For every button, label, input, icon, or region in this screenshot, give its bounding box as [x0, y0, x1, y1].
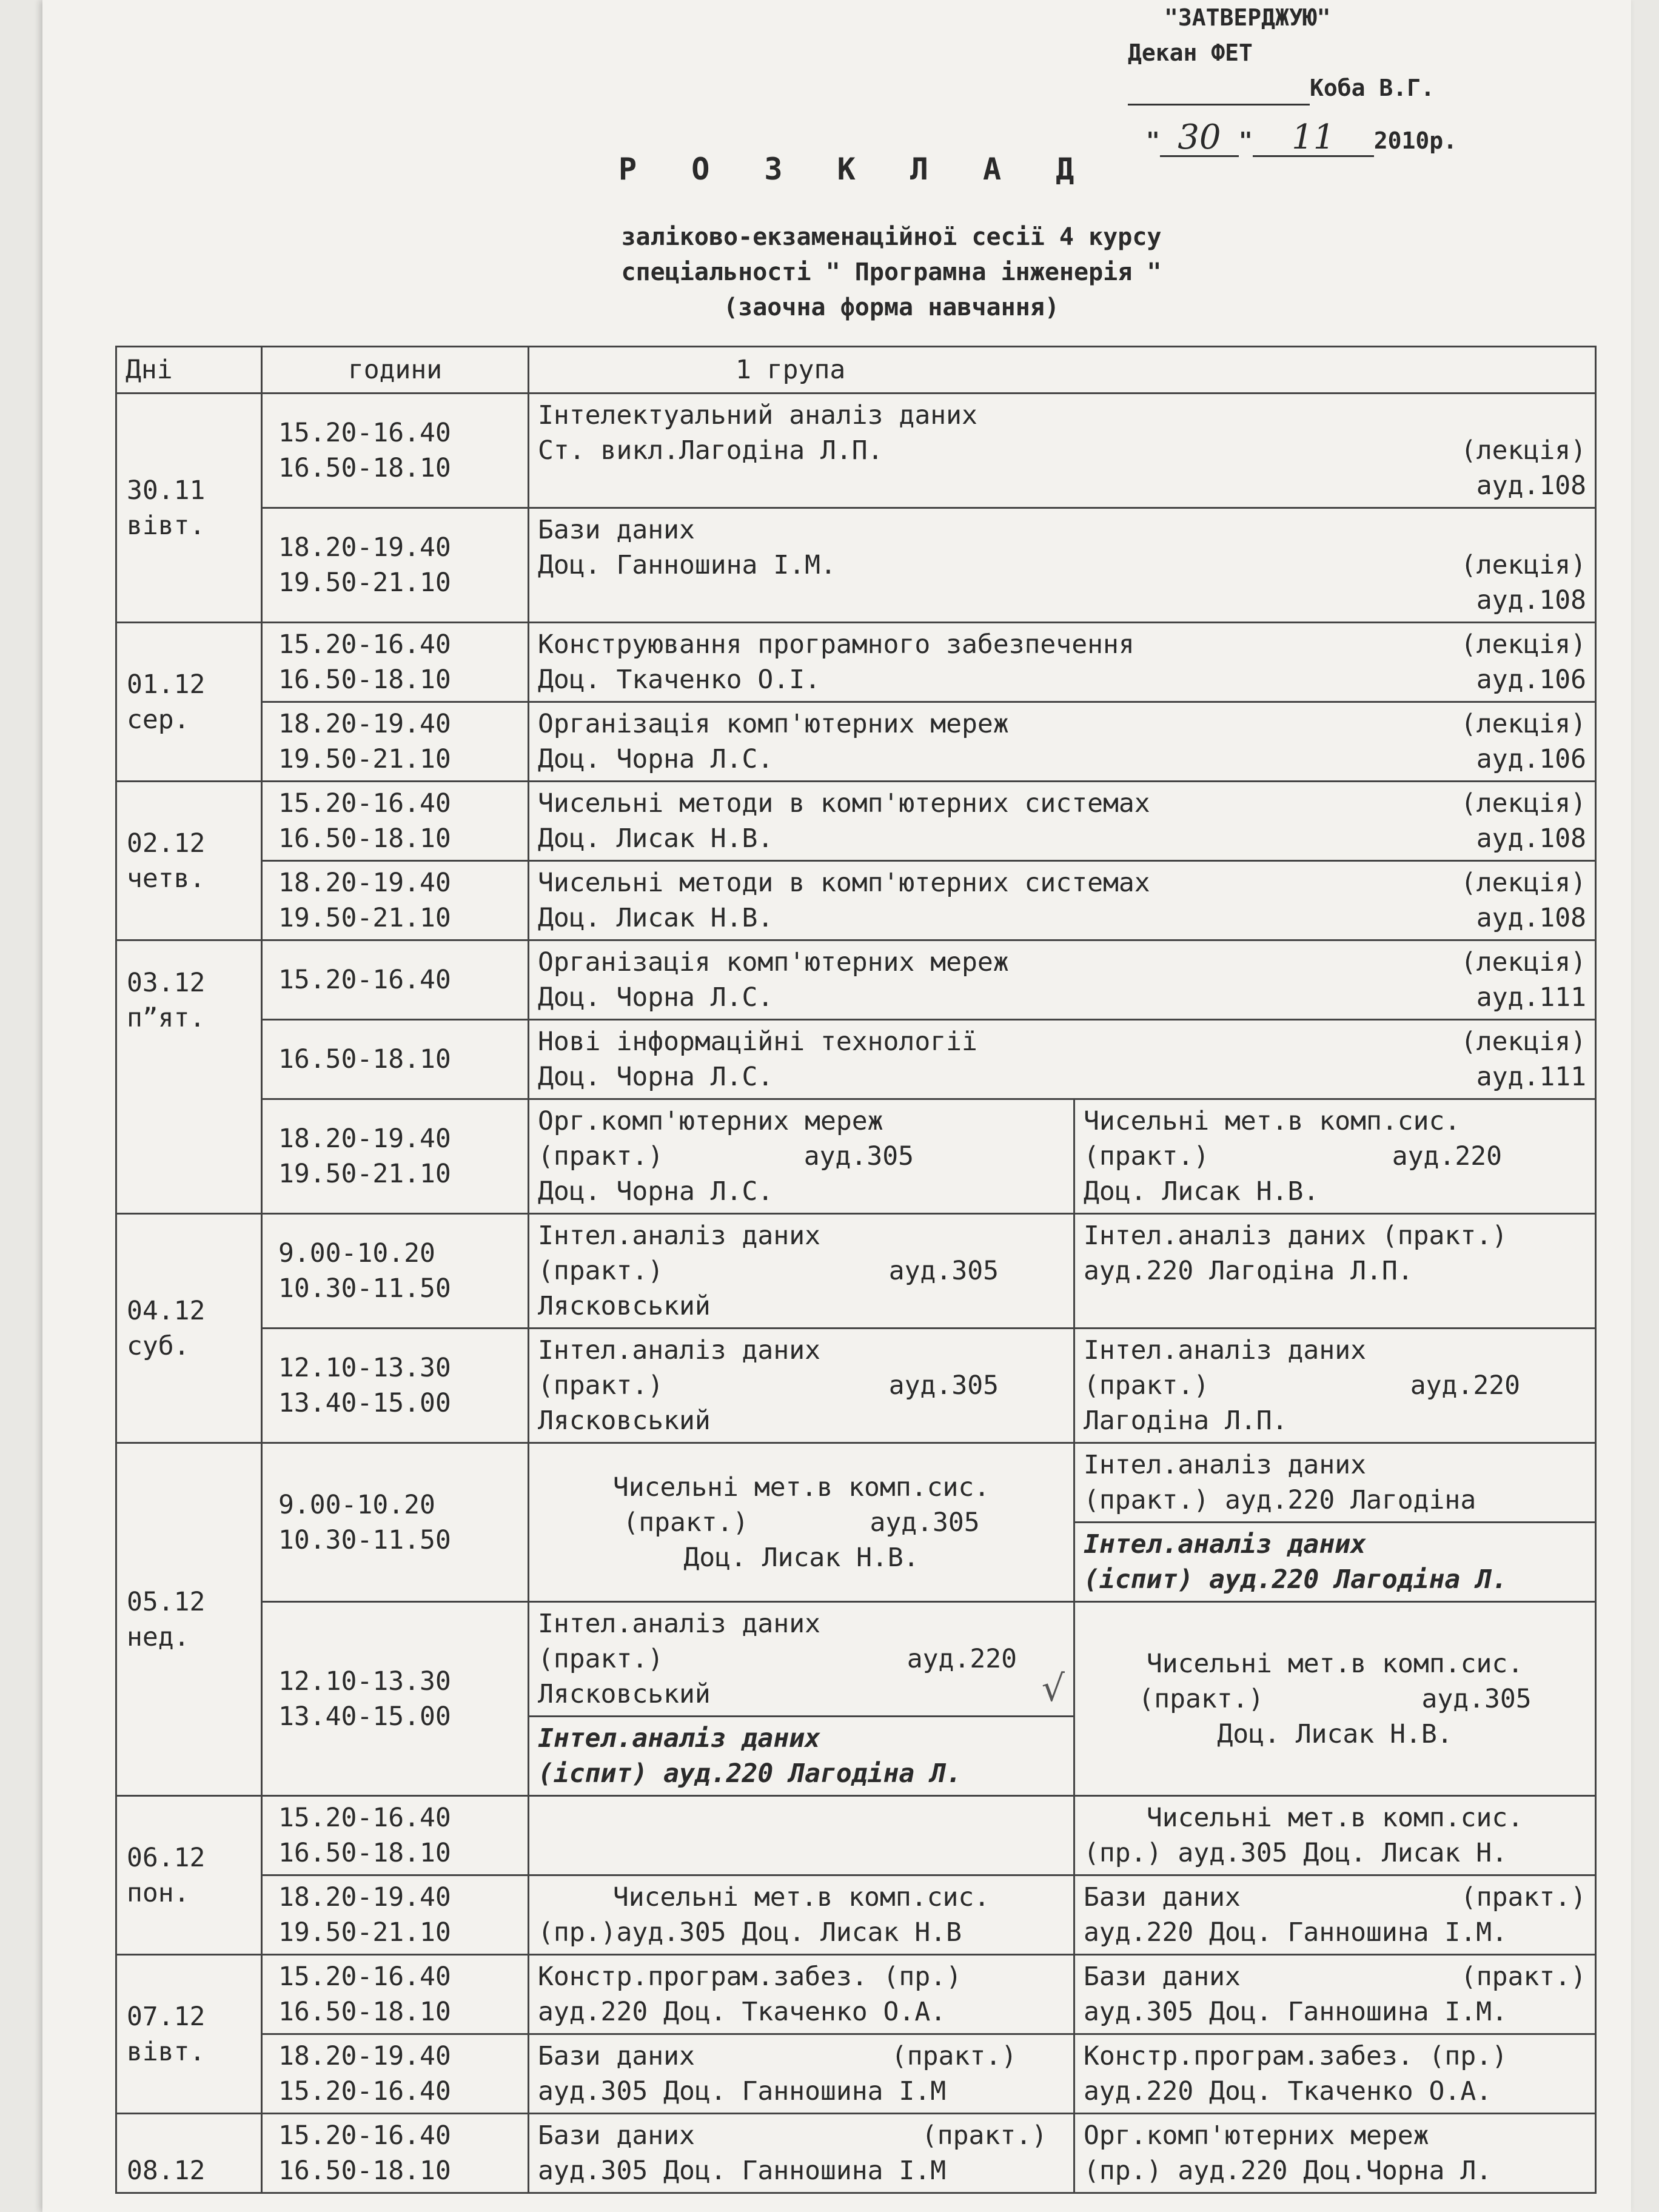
time-slot: 10.30-11.50: [278, 1524, 451, 1555]
time-cell: [262, 861, 529, 940]
lesson-teacher: Доц. Лисак Н.В.: [538, 823, 774, 854]
approval-date: [1128, 120, 1564, 158]
time-slot: 18.20-19.40: [278, 2041, 451, 2071]
time-slot: 18.20-19.40: [278, 1882, 451, 1912]
lesson-subject: Бази даних: [1084, 1882, 1241, 1912]
lesson-type: (лекція): [1460, 868, 1586, 898]
lesson-room: ауд.220: [1392, 1141, 1502, 1171]
lesson-room: ауд.106: [1476, 744, 1586, 774]
time-cell: [262, 1796, 529, 1875]
lesson-teacher: Доц. Ткаченко О.І.: [538, 665, 820, 695]
time-cell: [262, 1099, 529, 1214]
day-date: 01.12: [127, 669, 206, 700]
day-date: 30.11: [127, 475, 206, 506]
lesson-type: (практ.): [1084, 1141, 1210, 1171]
approval-position: Декан ФЕТ: [1128, 39, 1253, 66]
lesson-type: (практ.): [1084, 1370, 1210, 1401]
day-weekday: пон.: [127, 1877, 190, 1908]
lesson-cell: [529, 508, 1596, 623]
lesson-cell-subgroup-b: [1074, 2114, 1596, 2193]
lesson-teacher: Доц. Лисак Н.В.: [1084, 1176, 1319, 1207]
lesson-subject: Чисельні мет.в комп.сис.: [612, 1472, 990, 1503]
table-row: [116, 1099, 1596, 1214]
time-cell: [262, 1214, 529, 1329]
lesson-room: ауд.108: [1476, 585, 1586, 615]
lesson-subject: Чисельні мет.в комп.сис.: [1084, 1106, 1461, 1136]
lesson-cell-subgroup-a: [529, 1875, 1074, 1955]
lesson-cell-subgroup-a: [529, 1443, 1074, 1602]
table-row: [116, 508, 1596, 623]
day-date: 05.12: [127, 1586, 206, 1617]
time-cell: [262, 2114, 529, 2193]
lesson-room: ауд.220 Доц. Ткаченко О.А.: [1084, 2076, 1492, 2106]
lesson-room: ауд.305: [888, 1256, 999, 1286]
lesson-type: (лекція): [1460, 1027, 1586, 1057]
day-cell: [116, 782, 262, 940]
lesson-type: (практ.): [538, 1644, 664, 1674]
day-weekday: п”ят.: [127, 1003, 206, 1033]
lesson-subject: Нові інформаційні технології: [538, 1027, 977, 1057]
time-slot: 16.50-18.10: [278, 1044, 451, 1074]
lesson-subject: Інтел.аналіз даних (практ.): [1084, 1221, 1507, 1251]
time-slot: 16.50-18.10: [278, 823, 451, 854]
lesson-room: (практ.) ауд.220 Лагодіна: [1084, 1485, 1476, 1515]
lesson-room: ауд.305 Доц. Ганношина І.М.: [1084, 1997, 1507, 2027]
lesson-subject: Бази даних: [1084, 1962, 1241, 1992]
lesson-subject: Інтел.аналіз даних: [538, 1221, 820, 1251]
document-subtitle: [467, 220, 1316, 325]
lesson-type: (лекція): [1460, 947, 1586, 977]
day-cell: [116, 1796, 262, 1955]
lesson-teacher: Лагодіна Л.П.: [1084, 1406, 1288, 1436]
lesson-room: ауд.305: [803, 1141, 914, 1171]
day-date: 04.12: [127, 1295, 206, 1326]
lesson-subject: Інтелектуальний аналіз даних: [538, 400, 977, 431]
subtitle-line-1: заліково-екзаменаційної сесії 4 курсу: [621, 223, 1162, 251]
lesson-type: (практ.): [1460, 1962, 1586, 1992]
lesson-teacher: Доц. Чорна Л.С.: [538, 744, 774, 774]
day-weekday: вівт.: [127, 2036, 206, 2067]
lesson-type: (лекція): [1460, 550, 1586, 580]
lesson-subject: Орг.комп'ютерних мереж: [538, 1106, 883, 1136]
time-slot: 19.50-21.10: [278, 903, 451, 933]
lesson-cell-subgroup-b: [1074, 1443, 1596, 1602]
lesson-cell-subgroup-a: [529, 1602, 1074, 1796]
lesson-subject: Чисельні методи в комп'ютерних системах: [538, 788, 1150, 819]
lesson-room: ауд.111: [1476, 982, 1586, 1013]
lesson-cell-subgroup-a: [529, 1214, 1074, 1329]
table-row: [116, 1020, 1596, 1099]
handwritten-checkmark: √: [1041, 1667, 1065, 1710]
exam-subject: Інтел.аналіз даних: [1084, 1529, 1366, 1560]
lesson-type: (лекція): [1460, 788, 1586, 819]
time-cell: [262, 2034, 529, 2114]
lesson-subject: Організація комп'ютерних мереж: [538, 947, 1009, 977]
day-date: 07.12: [127, 2001, 206, 2032]
time-slot: 16.50-18.10: [278, 1838, 451, 1868]
lesson-cell-subgroup-b: [1074, 1875, 1596, 1955]
day-cell: [116, 2114, 262, 2193]
lesson-teacher: Доц. Лисак Н.В.: [538, 903, 774, 933]
lesson-cell-subgroup-b: [1074, 1602, 1596, 1796]
lesson-room: ауд.220 Лагодіна Л.П.: [1084, 1256, 1413, 1286]
time-cell: [262, 940, 529, 1020]
exam-room: (іспит) ауд.220 Лагодіна Л.: [1084, 1564, 1507, 1595]
day-cell: [116, 1955, 262, 2114]
time-slot: 15.20-16.40: [278, 629, 451, 660]
header-hours: години: [262, 347, 529, 394]
lesson-cell-subgroup-b: [1074, 1099, 1596, 1214]
lesson-room: ауд.108: [1476, 903, 1586, 933]
time-slot: 18.20-19.40: [278, 709, 451, 739]
lesson-subject: Конструювання програмного забезпечення: [538, 629, 1134, 660]
time-slot: 16.50-18.10: [278, 453, 451, 483]
date-quote-open: ": [1146, 127, 1160, 154]
lesson-cell-subgroup-a: [529, 1955, 1074, 2034]
time-slot: 15.20-16.40: [278, 2076, 451, 2106]
time-slot: 19.50-21.10: [278, 1159, 451, 1189]
lesson-subject: Організація комп'ютерних мереж: [538, 709, 1009, 739]
table-row: [116, 623, 1596, 702]
time-cell: [262, 394, 529, 508]
lesson-room: ауд.305: [1421, 1683, 1532, 1714]
lesson-subject: Чисельні мет.в комп.сис.: [1146, 1648, 1524, 1679]
time-slot: 16.50-18.10: [278, 665, 451, 695]
time-slot: 18.20-19.40: [278, 868, 451, 898]
lesson-type: (практ.): [538, 1141, 664, 1171]
lesson-cell-subgroup-a: [529, 2034, 1074, 2114]
day-date: 08.12: [127, 2156, 206, 2186]
subtitle-line-2: спеціальності " Програмна інженерія ": [621, 258, 1162, 286]
table-row: [116, 1214, 1596, 1329]
lesson-room: ауд.305: [888, 1370, 999, 1401]
time-cell: [262, 623, 529, 702]
lesson-cell: [529, 1020, 1596, 1099]
exam-entry: [1075, 1523, 1595, 1601]
lesson-subject: Інтел.аналіз даних: [538, 1609, 820, 1639]
lesson-room: ауд.106: [1476, 665, 1586, 695]
lesson-subject: Інтел.аналіз даних: [1084, 1335, 1366, 1366]
date-quote-close: ": [1238, 127, 1253, 154]
day-date: 06.12: [127, 1842, 206, 1873]
lesson-teacher: Лясковський: [538, 1406, 711, 1436]
lesson-subject: Бази даних: [538, 515, 695, 545]
lesson-cell: [529, 782, 1596, 861]
header-days: Дні: [116, 347, 262, 394]
time-slot: 15.20-16.40: [278, 1962, 451, 1992]
lesson-room: ауд.108: [1476, 823, 1586, 854]
lesson-cell-subgroup-b: [1074, 1329, 1596, 1443]
table-header-row: [116, 347, 1596, 394]
day-cell: [116, 940, 262, 1214]
lesson-cell: [529, 702, 1596, 782]
day-cell: [116, 1214, 262, 1443]
lesson-cell: [529, 861, 1596, 940]
lesson-type: (практ.): [891, 2041, 1017, 2071]
lesson-cell-subgroup-a: [529, 1099, 1074, 1214]
time-cell: [262, 1875, 529, 1955]
lesson-cell: [529, 940, 1596, 1020]
lesson-type: (практ.): [623, 1507, 749, 1538]
lesson-subject: Інтел.аналіз даних: [1084, 1450, 1366, 1480]
lesson-room: ауд.111: [1476, 1062, 1586, 1092]
lesson-type: (лекція): [1460, 709, 1586, 739]
lesson-subject: Чисельні мет.в комп.сис.: [1146, 1803, 1524, 1833]
exam-room: (іспит) ауд.220 Лагодіна Л.: [538, 1758, 962, 1789]
lesson-room: (пр.)ауд.305 Доц. Лисак Н.В: [538, 1917, 962, 1948]
approval-heading: "ЗАТВЕРДЖУЮ": [1164, 4, 1331, 31]
time-slot: 18.20-19.40: [278, 1124, 451, 1154]
table-row: [116, 861, 1596, 940]
lesson-subject: Констр.програм.забез. (пр.): [538, 1962, 962, 1992]
lesson-type: (практ.): [1138, 1683, 1264, 1714]
lesson-type: (практ.): [1460, 1882, 1586, 1912]
table-row: [116, 1443, 1596, 1602]
table-row: [116, 1329, 1596, 1443]
exam-subject: Інтел.аналіз даних: [538, 1723, 820, 1754]
lesson-subject: Констр.програм.забез. (пр.): [1084, 2041, 1507, 2071]
lesson-teacher: Лясковський: [538, 1679, 711, 1709]
lesson-room: (пр.) ауд.305 Доц. Лисак Н.: [1084, 1838, 1507, 1868]
time-cell: [262, 1955, 529, 2034]
lesson-room: ауд.220: [1410, 1370, 1520, 1401]
day-cell: [116, 394, 262, 623]
time-slot: 9.00-10.20: [278, 1238, 435, 1269]
handwritten-day: 30: [1160, 120, 1239, 157]
day-date: 02.12: [127, 828, 206, 859]
lesson-room: ауд.305 Доц. Ганношина І.М: [538, 2076, 947, 2106]
approval-block: [1128, 0, 1564, 158]
lesson-type: (практ.): [921, 2120, 1047, 2151]
table-row: [116, 1955, 1596, 2034]
lesson-cell-subgroup-b: [1074, 1796, 1596, 1875]
day-weekday: нед.: [127, 1621, 190, 1652]
lesson-cell-subgroup-a: [529, 1796, 1074, 1875]
time-cell: [262, 1020, 529, 1099]
date-year: 2010р.: [1373, 127, 1458, 154]
header-group: 1 група: [529, 347, 1596, 394]
time-slot: 12.10-13.30: [278, 1353, 451, 1383]
time-slot: 15.20-16.40: [278, 788, 451, 819]
signer-name: Коба В.Г.: [1310, 75, 1435, 101]
lesson-room: ауд.108: [1476, 471, 1586, 501]
lesson-teacher: Доц. Чорна Л.С.: [538, 982, 774, 1013]
document-title: Р О З К Л А Д: [618, 152, 1093, 187]
lesson-type: (лекція): [1460, 629, 1586, 660]
time-slot: 19.50-21.10: [278, 744, 451, 774]
lesson-teacher: Доц. Лисак Н.В.: [1217, 1718, 1453, 1749]
time-slot: 15.20-16.40: [278, 965, 451, 995]
day-weekday: суб.: [127, 1330, 190, 1361]
subtitle-line-3: (заочна форма навчання): [723, 293, 1059, 321]
time-slot: 15.20-16.40: [278, 418, 451, 448]
table-row: [116, 1602, 1596, 1796]
day-weekday: вівт.: [127, 510, 206, 541]
day-weekday: сер.: [127, 704, 190, 735]
table-row: [116, 394, 1596, 508]
lesson-room: ауд.220 Доц. Ганношина І.М.: [1084, 1917, 1507, 1948]
time-cell: [262, 782, 529, 861]
time-slot: 18.20-19.40: [278, 532, 451, 563]
time-slot: 13.40-15.00: [278, 1701, 451, 1732]
lesson-room: (пр.) ауд.220 Доц.Чорна Л.: [1084, 2156, 1492, 2186]
table-row: [116, 782, 1596, 861]
schedule-table: [115, 346, 1597, 2194]
table-row: [116, 1796, 1596, 1875]
lesson-teacher: Ст. викл.Лагодіна Л.П.: [538, 435, 883, 466]
lesson-teacher: Доц. Чорна Л.С.: [538, 1062, 774, 1092]
lesson-type: (практ.): [538, 1256, 664, 1286]
time-slot: 19.50-21.10: [278, 568, 451, 598]
lesson-cell-subgroup-b: [1074, 1214, 1596, 1329]
lesson-teacher: Доц. Лисак Н.В.: [683, 1542, 919, 1573]
lesson-subject: Бази даних: [538, 2120, 695, 2151]
lesson-cell-subgroup-a: [529, 2114, 1074, 2193]
time-slot: 16.50-18.10: [278, 2156, 451, 2186]
lesson-subject: Бази даних: [538, 2041, 695, 2071]
day-weekday: четв.: [127, 863, 206, 894]
time-slot: 15.20-16.40: [278, 1803, 451, 1833]
time-cell: [262, 1602, 529, 1796]
approval-signature: [1128, 70, 1564, 106]
lesson-room: ауд.305 Доц. Ганношина І.М: [538, 2156, 947, 2186]
time-slot: 15.20-16.40: [278, 2120, 451, 2151]
day-cell: [116, 623, 262, 782]
time-cell: [262, 508, 529, 623]
lesson-type: (лекція): [1460, 435, 1586, 466]
lesson-teacher: Лясковський: [538, 1291, 711, 1321]
time-slot: 9.00-10.20: [278, 1489, 435, 1520]
table-row: [116, 2114, 1596, 2193]
day-date: 03.12: [127, 968, 206, 998]
lesson-cell: [529, 623, 1596, 702]
time-cell: [262, 1329, 529, 1443]
table-row: [116, 702, 1596, 782]
signature-line: [1128, 83, 1310, 106]
time-slot: 10.30-11.50: [278, 1273, 451, 1304]
table-row: [116, 940, 1596, 1020]
time-slot: 12.10-13.30: [278, 1666, 451, 1697]
lesson-subject: Інтел.аналіз даних: [538, 1335, 820, 1366]
time-cell: [262, 1443, 529, 1602]
exam-entry: [529, 1717, 1073, 1795]
lesson-room: ауд.220: [907, 1644, 1017, 1674]
lesson-room: ауд.220 Доц. Ткаченко О.А.: [538, 1997, 947, 2027]
lesson-subject: Чисельні мет.в комп.сис.: [612, 1882, 990, 1912]
lesson-cell-subgroup-b: [1074, 2034, 1596, 2114]
lesson-cell: [529, 394, 1596, 508]
handwritten-month: 11: [1253, 120, 1374, 157]
lesson-cell-subgroup-a: [529, 1329, 1074, 1443]
lesson-teacher: Доц. Ганношина І.М.: [538, 550, 836, 580]
time-slot: 19.50-21.10: [278, 1917, 451, 1948]
lesson-type: (практ.): [538, 1370, 664, 1401]
time-slot: 16.50-18.10: [278, 1997, 451, 2027]
lesson-subject: Орг.комп'ютерних мереж: [1084, 2120, 1429, 2151]
lesson-room: ауд.305: [870, 1507, 980, 1538]
day-cell: [116, 1443, 262, 1796]
time-slot: 13.40-15.00: [278, 1388, 451, 1418]
lesson-teacher: Доц. Чорна Л.С.: [538, 1176, 774, 1207]
lesson-cell-subgroup-b: [1074, 1955, 1596, 2034]
table-row: [116, 2034, 1596, 2114]
time-cell: [262, 702, 529, 782]
table-row: [116, 1875, 1596, 1955]
lesson-subject: Чисельні методи в комп'ютерних системах: [538, 868, 1150, 898]
